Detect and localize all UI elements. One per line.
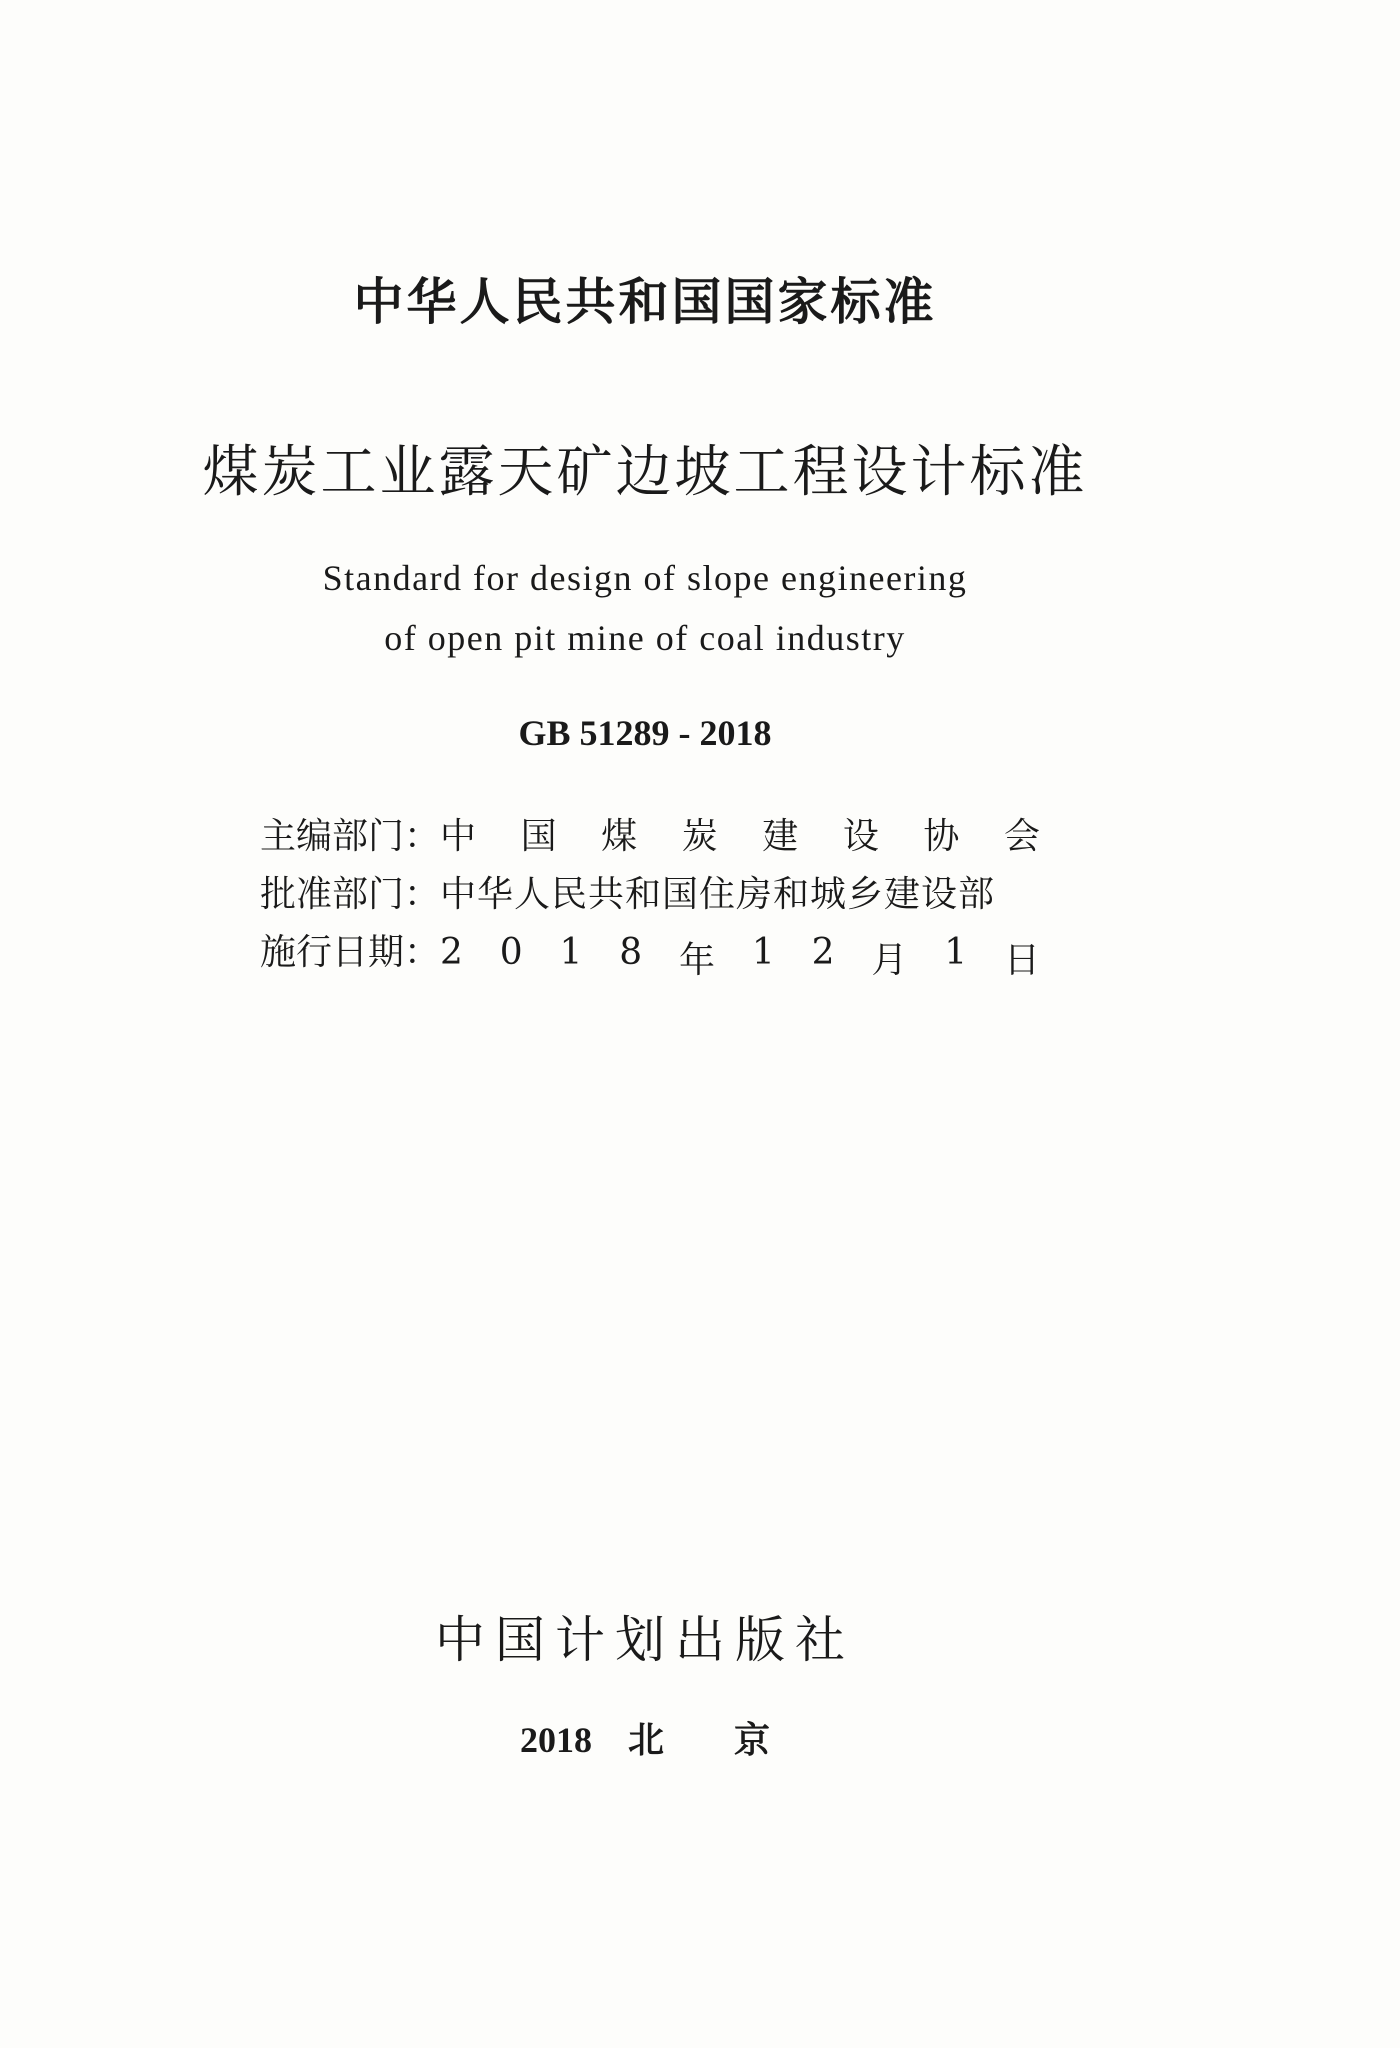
effective-date-char: 0 bbox=[499, 932, 523, 973]
effective-date-label: 施行日期： bbox=[260, 932, 441, 973]
publisher-name: 中国计划出版社 bbox=[435, 1611, 855, 1669]
effective-date-char: 日 bbox=[1003, 940, 1040, 981]
chief-editor-char: 会 bbox=[1003, 816, 1040, 857]
standard-code: GB 51289 - 2018 bbox=[518, 713, 772, 753]
standard-title-chinese: 煤炭工业露天矿边坡工程设计标准 bbox=[202, 440, 1088, 505]
effective-date-value bbox=[440, 932, 1040, 983]
standard-metadata bbox=[260, 808, 1040, 982]
publication-city-char: 北 bbox=[627, 1720, 664, 1760]
effective-date-char: 1 bbox=[559, 932, 583, 973]
chief-editor-char: 国 bbox=[520, 816, 557, 857]
effective-date-char: 2 bbox=[811, 932, 835, 973]
effective-date-char: 1 bbox=[751, 932, 775, 973]
standard-title-english bbox=[0, 548, 1290, 668]
effective-date-char: 1 bbox=[944, 932, 968, 973]
approval-value: 中华人民共和国住房和城乡建设部 bbox=[440, 874, 996, 915]
publication-city-char: 京 bbox=[734, 1720, 771, 1760]
english-title-line-2: of open pit mine of coal industry bbox=[384, 618, 906, 658]
approval-label: 批准部门： bbox=[260, 874, 441, 915]
chief-editor-value bbox=[440, 808, 1040, 859]
chief-editor-char: 中 bbox=[440, 816, 477, 857]
chief-editor-row bbox=[260, 808, 1040, 866]
effective-date-char: 2 bbox=[440, 932, 463, 973]
effective-date-char: 年 bbox=[679, 940, 716, 981]
english-title-line-1: Standard for design of slope engineering bbox=[322, 558, 968, 598]
effective-date-char: 月 bbox=[871, 940, 908, 981]
chief-editor-label: 主编部门： bbox=[260, 816, 441, 857]
chief-editor-char: 炭 bbox=[681, 816, 718, 857]
chief-editor-char: 协 bbox=[923, 816, 960, 857]
chief-editor-char: 煤 bbox=[601, 816, 638, 857]
effective-date-row bbox=[260, 924, 1040, 982]
effective-date-char: 8 bbox=[619, 932, 643, 973]
publication-year-place bbox=[0, 1712, 1290, 1763]
chief-editor-char: 设 bbox=[842, 816, 879, 857]
chief-editor-char: 建 bbox=[762, 816, 799, 857]
national-standard-heading: 中华人民共和国国家标准 bbox=[353, 273, 937, 331]
approval-row bbox=[260, 866, 1040, 924]
publication-year: 2018 bbox=[519, 1720, 592, 1760]
